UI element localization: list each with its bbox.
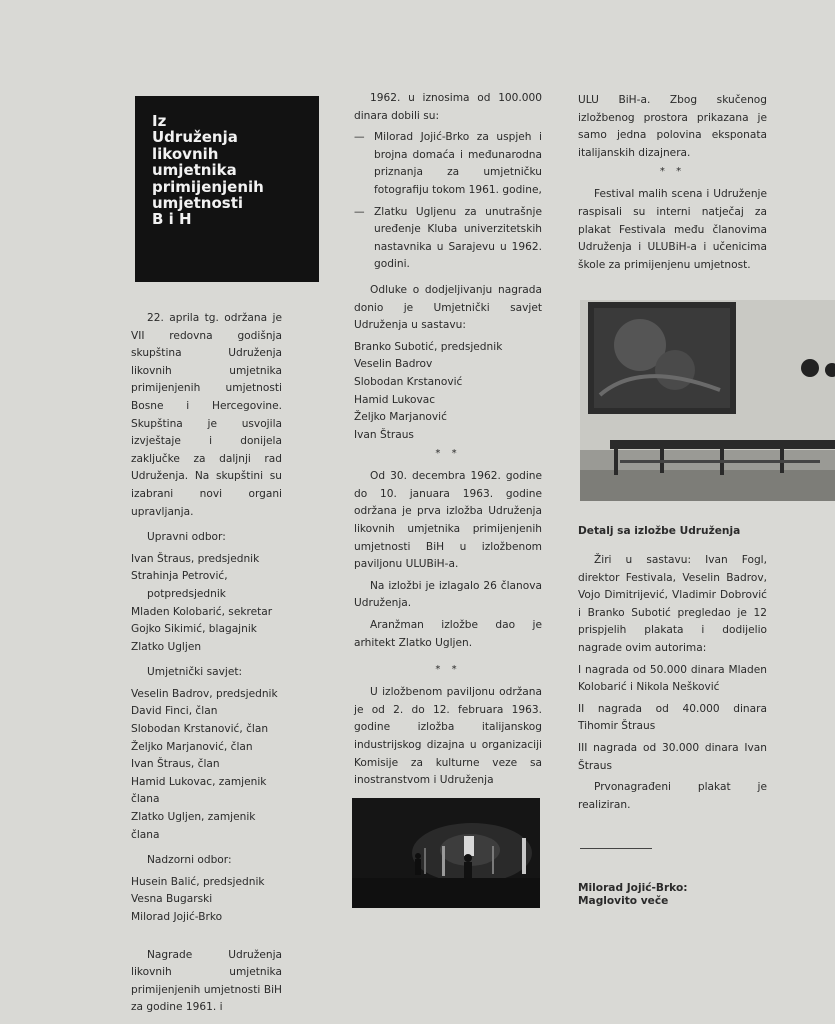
jury-member: Željko Marjanović <box>354 411 447 424</box>
title-box <box>135 96 319 282</box>
arrangement-paragraph: Aranžman izložbe dao je arhitekt Zlatko Ugljen. <box>354 619 542 649</box>
nadzorni-member: Milorad Jojić-Brko <box>131 911 223 923</box>
upravni-member: Strahinja Petrović, potpredsjednik <box>131 570 228 600</box>
column-3 <box>578 92 767 274</box>
exhibitors-paragraph: Na izložbi je izlagalo 26 članova Udruženja. <box>354 579 542 610</box>
jury-member: Branko Subotić, predsjednik <box>354 340 503 353</box>
realized-paragraph: Prvonagrađeni plakat je realiziran. <box>578 781 767 811</box>
first-exhibition-paragraph: Od 30. decembra 1962. godine do 10. januara 1963. godine održana je prva izložba Udruženja likovnih umjetnika primijenjenih umjetnosti BiH u izložbenom paviljonu ULUBiH-a. <box>354 470 542 571</box>
exhibition-photo-image <box>580 300 835 501</box>
italian-design-continuation: ULU BiH-a. Zbog skučenog izložbenog prostora prikazana je samo jedna polovina eksponata italijanskih dizajnera. <box>578 94 767 159</box>
savjet-member: Ivan Štraus, član <box>131 758 220 771</box>
prize-third: III nagrada od 30.000 dinara Ivan Štraus <box>578 741 767 772</box>
upravni-member: Ivan Štraus, predsjednik <box>131 552 260 565</box>
caption-text: Detalj sa izložbe Udruženja <box>578 525 741 537</box>
nadzorni-member: Vesna Bugarski <box>131 893 213 906</box>
award-item <box>354 129 542 199</box>
column-1 <box>131 310 282 1017</box>
divider <box>580 848 652 849</box>
award-item <box>354 204 542 274</box>
night-photo-image <box>352 798 540 908</box>
dash-mark: — <box>354 205 365 218</box>
jury-member: Ivan Štraus <box>354 428 414 441</box>
award-text: Zlatku Ugljenu za unutrašnje uređenje Kluba univerzitetskih nastavnika u Sarajevu u 1962. godini. <box>374 205 542 271</box>
upravni-member: Mladen Kolobarić, sekretar <box>131 605 273 618</box>
column-3-lower <box>578 552 767 814</box>
savjet-member: Slobodan Krstanović, član <box>131 723 269 736</box>
italian-design-paragraph: U izložbenom paviljonu održana je od 2. do 12. februara 1963. godine izložba italijanskog industrijskog dizajna u organizaciji Komisije za kulturne veze sa inostranstvom i Udruženja <box>354 686 542 787</box>
jury-member: Hamid Lukovac <box>354 393 436 406</box>
awards-continuation: 1962. u iznosima od 100.000 dinara dobili su: <box>354 92 542 122</box>
savjet-member: David Finci, član <box>131 705 218 718</box>
exhibition-photo <box>580 300 835 501</box>
section-separator: * * <box>659 166 686 178</box>
night-photo-caption: Milorad Jojić-Brko: Maglovito veče <box>578 882 688 907</box>
nadzorni-heading: Nadzorni odbor: <box>147 854 232 867</box>
exhibition-photo-caption <box>578 524 778 539</box>
article-title: Iz Udruženja likovnih umjetnika primijenjenih umjetnosti B i H <box>152 112 264 229</box>
festival-paragraph: Festival malih scena i Udruženje raspisali su interni natječaj za plakat Festivala među članovima Udruženja i ULUBiH-a i učenicima škole za primijenjenu umjetnost. <box>578 188 767 271</box>
upravni-member: Gojko Sikimić, blagajnik <box>131 623 257 636</box>
savjet-member: Veselin Badrov, predsjednik <box>131 687 278 700</box>
upravni-heading: Upravni odbor: <box>147 531 226 544</box>
night-photo <box>352 798 540 908</box>
intro-paragraph: 22. aprila tg. održana je VII redovna godišnja skupština Udruženja likovnih umjetnika primijenjenih umjetnosti Bosne i Hercegovine. Skupština je usvojila izvještaje i donijela zaključke za daljnji rad Udruženja. Na skupštini su izabrani novi organi upravljanja. <box>131 312 282 518</box>
savjet-member: Hamid Lukovac, zamjenik člana <box>131 775 267 806</box>
savjet-member: Željko Marjanović, član <box>131 740 253 753</box>
jury-member: Veselin Badrov <box>354 358 433 371</box>
prize-first: I nagrada od 50.000 dinara Mladen Kolobarić i Nikola Nešković <box>578 663 767 694</box>
jury-paragraph: Žiri u sastavu: Ivan Fogl, direktor Festivala, Veselin Badrov, Vojo Dimitrijević, Vladimir Dobrović i Branko Subotić pregledao je 12 prispjelih plakata i dodijelio nagrade ovim autorima: <box>578 554 767 654</box>
upravni-member: Zlatko Ugljen <box>131 640 202 653</box>
nagrade-paragraph: Nagrade Udruženja likovnih umjetnika primijenjenih umjetnosti BiH za godine 1961. i <box>131 948 282 1014</box>
savjet-heading: Umjetnički savjet: <box>147 666 243 679</box>
award-text: Milorad Jojić-Brko za uspjeh i brojna domaća i međunarodna priznanja za umjetničku fotografiju tokom 1961. godine, <box>374 131 542 196</box>
section-separator: * * <box>435 448 461 460</box>
prize-second: II nagrada od 40.000 dinara Tihomir Štraus <box>578 702 767 733</box>
dash-mark: — <box>354 131 365 144</box>
odluke-paragraph: Odluke o dodjeljivanju nagrada donio je Umjetnički savjet Udruženja u sastavu: <box>354 283 542 332</box>
column-2 <box>354 90 542 790</box>
savjet-member: Zlatko Ugljen, zamjenik člana <box>131 811 256 841</box>
jury-member: Slobodan Krstanović <box>354 375 463 388</box>
nadzorni-member: Husein Balić, predsjednik <box>131 875 265 888</box>
section-separator: * * <box>435 664 461 676</box>
